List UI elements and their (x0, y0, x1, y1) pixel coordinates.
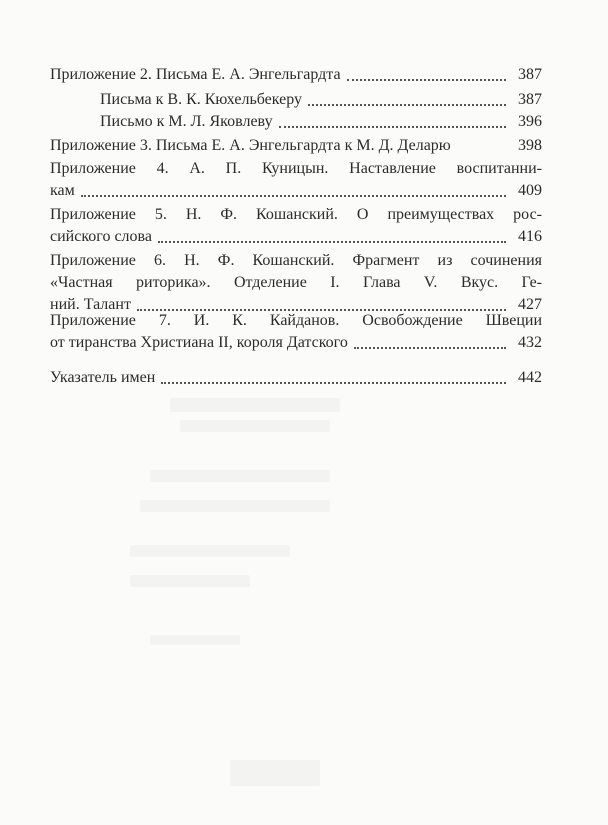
show-through-smudge (180, 420, 330, 432)
toc-entry-line (50, 367, 542, 389)
toc-entry-line (50, 158, 542, 180)
toc-entry-line (50, 180, 542, 202)
toc-entry-title: Приложение 5. Н. Ф. Кошанский. О преимуществах рос- (50, 206, 542, 223)
show-through-smudge (150, 470, 330, 482)
toc-entry (50, 367, 542, 389)
toc-entry-title-continued: «Частная риторика». Отделение I. Глава V. Вкус. Ге- (50, 274, 542, 291)
toc-entry-title-continued: сийского слова (50, 228, 152, 245)
toc-entry-line (50, 135, 542, 157)
toc-entry-page: 416 (518, 228, 542, 245)
toc-entry-line (50, 204, 542, 226)
dot-leader (308, 103, 506, 106)
show-through-smudge (130, 545, 290, 557)
show-through-smudge (150, 635, 240, 645)
toc-entry-title-continued: кам (50, 182, 75, 199)
toc-entry-page: 398 (518, 137, 542, 154)
toc-entry-page: 387 (518, 66, 542, 83)
toc-entry-page: 442 (518, 369, 542, 386)
dot-leader (279, 125, 506, 128)
toc-entry-title: Указатель имен (50, 369, 156, 386)
toc-entry-title-continued: от тиранства Христиана II, короля Датского (50, 334, 348, 351)
toc-entry (50, 204, 542, 248)
dot-leader (158, 240, 506, 243)
toc-entry-title: Письма к В. К. Кюхельбекеру (100, 91, 303, 108)
toc-entry (50, 111, 542, 133)
toc-entry (50, 64, 542, 86)
dot-leader (347, 78, 506, 81)
toc-entry-page: 409 (518, 182, 542, 199)
toc-entry (50, 135, 542, 157)
toc-entry-page: 387 (518, 91, 542, 108)
toc-entry (50, 310, 542, 354)
toc-entry-line (50, 332, 542, 354)
toc-entry-line (50, 111, 542, 133)
toc-entry-title: Приложение 6. Н. Ф. Кошанский. Фрагмент из сочинения (50, 252, 542, 269)
toc-entry-title: Приложение 4. А. П. Куницын. Наставление воспитанни- (50, 160, 542, 177)
toc-entry-title-continued: ний. Талант (50, 296, 131, 313)
toc-entry (50, 89, 542, 111)
toc-entry (50, 158, 542, 202)
dot-leader (161, 381, 506, 384)
toc-entry-line (50, 272, 542, 294)
toc-entry-title: Письмо к М. Л. Яковлеву (100, 113, 273, 130)
toc-entry-page: 432 (518, 334, 542, 351)
toc-entry-title: Приложение 7. И. К. Кайданов. Освобождение Швеции (50, 312, 542, 329)
toc-entry-line (50, 310, 542, 332)
toc-entry-page: 396 (518, 113, 542, 130)
toc-entry-page: 427 (518, 296, 542, 313)
show-through-smudge (230, 760, 320, 786)
toc-entry-line (50, 250, 542, 272)
show-through-smudge (130, 575, 250, 587)
toc-entry-title: Приложение 2. Письма Е. А. Энгельгардта (50, 66, 341, 83)
toc-entry-title: Приложение 3. Письма Е. А. Энгельгардта к М. Д. Деларю (50, 137, 451, 154)
show-through-smudge (170, 398, 340, 412)
toc-entry-line (50, 64, 542, 86)
dot-leader (354, 346, 506, 349)
toc-entry (50, 250, 542, 316)
toc-entry-line (50, 89, 542, 111)
toc-entry-line (50, 226, 542, 248)
show-through-smudge (140, 500, 330, 512)
dot-leader (81, 194, 506, 197)
